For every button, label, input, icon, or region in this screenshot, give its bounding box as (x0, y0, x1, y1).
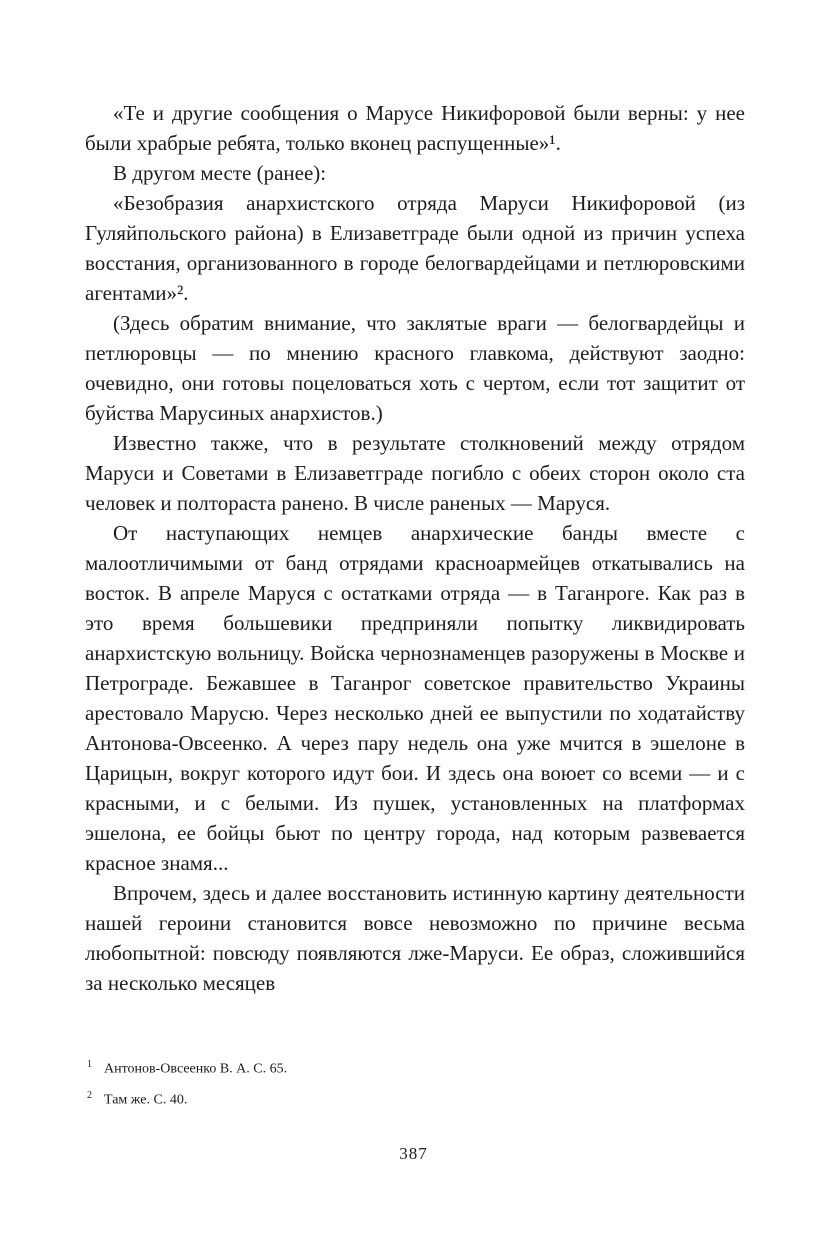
footnote (85, 1082, 745, 1114)
footnote (85, 1051, 745, 1083)
paragraph: Известно также, что в результате столкновений между отрядом Маруси и Советами в Елизаветграде погибло с обеих сторон около ста человек и полтораста ранено. В числе раненых — Маруся. (85, 431, 745, 515)
paragraph: В другом месте (ранее): (113, 161, 327, 185)
text-body (85, 98, 745, 998)
footnotes (85, 1051, 745, 1114)
footnote-text: Антонов-Овсеенко В. А. С. 65. (104, 1061, 288, 1077)
footnote-marker: 1 (87, 1058, 92, 1070)
page-number: 387 (399, 1144, 428, 1163)
paragraph: (Здесь обратим внимание, что заклятые враги — белогвардейцы и петлюровцы — по мнению красного главкома, действуют заодно: очевидно, они готовы поцеловаться хоть с чертом, если тот защитит от буйства Марусиных анархистов.) (85, 311, 745, 425)
paragraph: Впрочем, здесь и далее восстановить истинную картину деятельности нашей героини становится вовсе невозможно по причине весьма любопытной: повсюду появляются лже-Маруси. Ее образ, сложившийся за несколько месяцев (85, 881, 745, 995)
paragraph: «Безобразия анархистского отряда Маруси Никифоровой (из Гуляйпольского района) в Елизаветграде были одной из причин успеха восстания, организованного в городе белогвардейцами и петлюровскими агентами»². (85, 191, 745, 305)
footnote-text: Там же. С. 40. (104, 1093, 188, 1108)
footnote-marker: 2 (87, 1090, 92, 1102)
paragraph: «Те и другие сообщения о Марусе Никифоровой были верны: у нее были храбрые ребята, только вконец распущенные»¹. (85, 101, 745, 155)
paragraph: От наступающих немцев анархические банды вместе с малоотличимыми от банд отрядами красноармейцев откатывались на восток. В апреле Маруся с остатками отряда — в Таганроге. Как раз в это время большевики предприняли попытку ликвидировать анархистскую вольницу. Войска чернознаменцев разоружены в Москве и Петрограде. Бежавшее в Таганрог советское правительство Украины арестовало Марусю. Через несколько дней ее выпустили по ходатайству Антонова-Овсеенко. А через пару недель она уже мчится в эшелоне в Царицын, вокруг которого идут бои. И здесь она воюет со всеми — и с красными, и с белыми. Из пушек, установленных на платформах эшелона, ее бойцы бьют по центру города, над которым развевается красное знамя... (85, 521, 745, 875)
